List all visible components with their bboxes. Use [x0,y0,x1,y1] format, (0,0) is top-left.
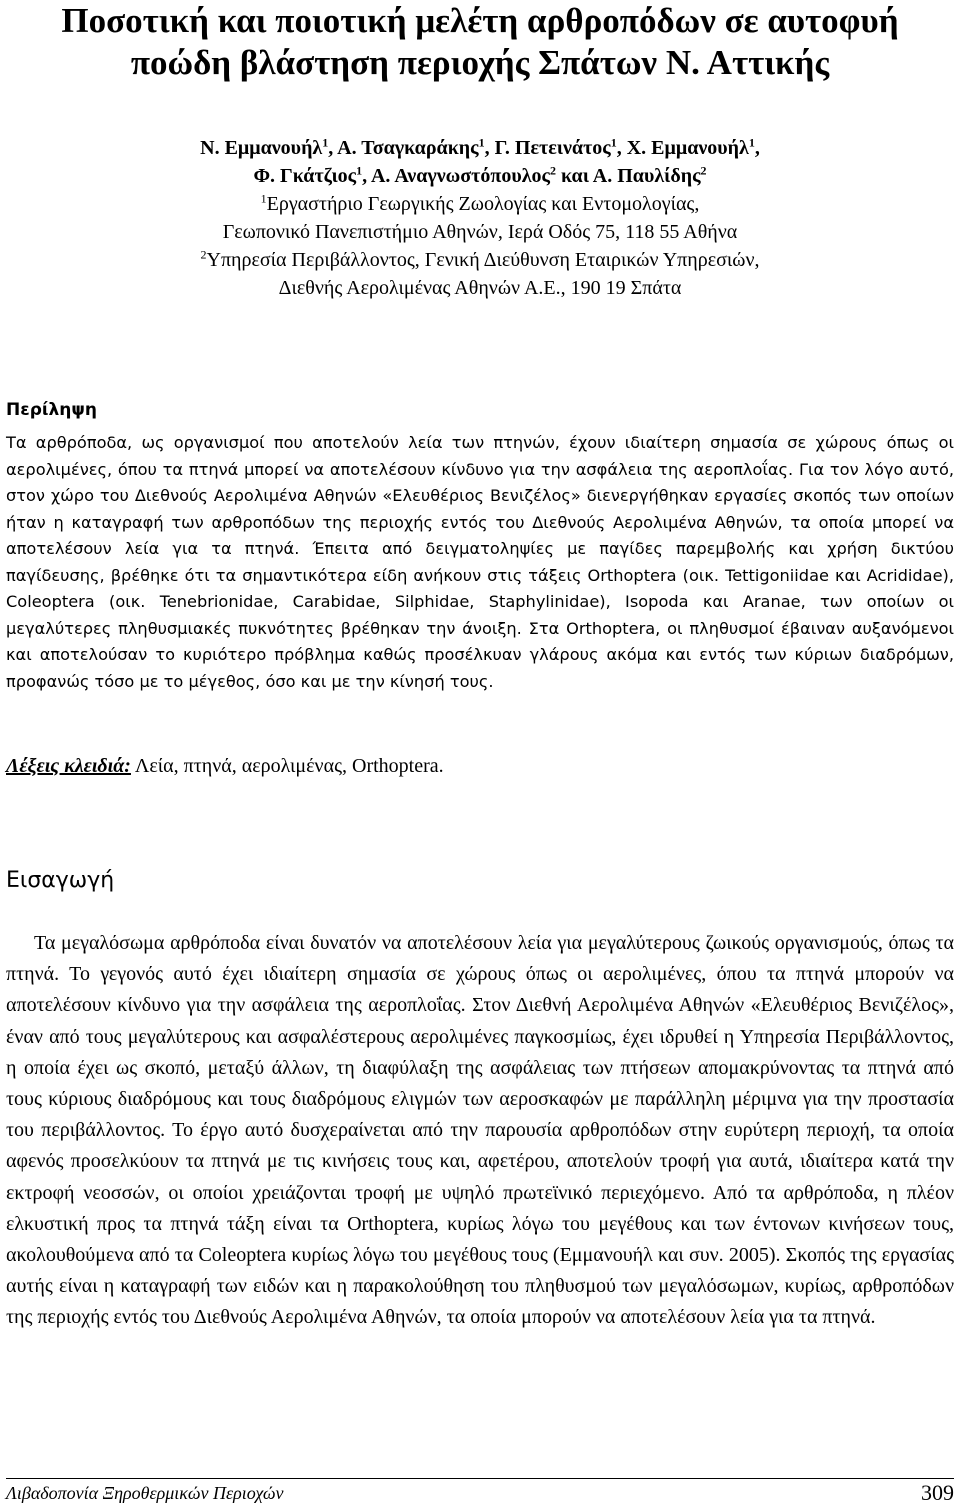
affil-mark: 2 [200,247,207,262]
author-affil-mark: 2 [700,163,707,178]
affiliation-text: Εργαστήριο Γεωργικής Ζωολογίας και Εντομολογίας, [266,193,700,215]
journal-name: Λιβαδοπονία Ξηροθερμικών Περιοχών [6,1483,284,1503]
author-affil-mark: 1 [748,135,755,150]
author-affil-mark: 1 [356,163,363,178]
introduction-heading: Εισαγωγή [6,868,115,893]
author-name: Ν. Εμμανουήλ [200,137,323,159]
author-name: , Α. Τσαγκαράκης [328,137,479,159]
author-affil-mark: 1 [322,135,329,150]
author-line-1 [0,134,960,162]
author-name: , Γ. Πετεινάτος [484,137,611,159]
introduction-body: Τα μεγαλόσωμα αρθρόποδα είναι δυνατόν να αποτελέσουν λεία για μεγαλύτερους ζωικούς οργανισμούς, όπως τα πτηνά. Το γεγονός αυτό έχει ιδιαίτερη σημασία σε χώρους όπως οι αερολιμένες, όπου τα πτηνά μπορούν να αποτελέσουν κίνδυνο για την ασφάλεια της αεροπλοΐας. Στον Διεθνή Αερολιμένα Αθηνών «Ελευθέριος Βενιζέλος», έναν από τους μεγαλύτερους και ασφαλέστερους αερολιμένες παγκοσμίως, έχει ιδρυθεί η Υπηρεσία Περιβάλλοντος, η οποία έχει ως σκοπό, μεταξύ άλλων, τη διαφύλαξη της ασφάλειας των πτήσεων απομακρύνοντας τα πτηνά από τους κύριους διαδρόμους και τους διαδρόμους ελιγμών των αεροσκαφών με παράλληλη μέριμνα για την προστασία του περιβάλλοντος. Το έργο αυτό δυσχεραίνεται από την παρουσία αρθροπόδων στην ευρύτερη περιοχή, τα οποία αφενός προσελκύουν τα πτηνά με τις κινήσεις τους και, αφετέρου, αποτελούν τροφή για αυτά, ιδιαίτερα κατά την εκτροφή νεοσσών, οι οποίοι χρειάζονται τροφή με υψηλό πρωτεϊνικό περιεχόμενο. Από τα αρθρόποδα, η πλέον ελκυστική προς τα πτηνά τάξη είναι τα Orthoptera, κυρίως λόγω του μεγέθους και των έντονων κινήσεων τους, ακολουθούμενα από τα Coleoptera κυρίως λόγω του μεγέθους τους (Εμμανουήλ και συν. 2005). Σκοπός της εργασίας αυτής είναι η καταγραφή των ειδών και η παρακολούθηση του πληθυσμού των μεγαλόσωμων, κυρίως, αρθροπόδων της περιοχής εντός του Διεθνούς Αερολιμένα Αθηνών, τα οποία μπορούν να αποτελέσουν λεία για τα πτηνά. [6,932,954,1329]
author-separator: , [754,137,760,159]
abstract-heading: Περίληψη [6,400,97,420]
author-list [0,134,960,190]
affiliations [0,190,960,302]
author-name: , Χ. Εμμανουήλ [616,137,749,159]
author-affil-mark: 1 [478,135,485,150]
page-number: 309 [921,1480,954,1505]
paper-title [0,0,960,84]
affiliation-1-line-2: Γεωπονικό Πανεπιστήμιο Αθηνών, Ιερά Οδός 75, 118 55 Αθήνα [222,221,738,243]
affiliation-text: Υπηρεσία Περιβάλλοντος, Γενική Διεύθυνση Εταιρικών Υπηρεσιών, [206,249,760,271]
author-name: Φ. Γκάτζιος [253,165,357,187]
footer-divider [6,1478,954,1479]
abstract-body: Τα αρθρόποδα, ως οργανισμοί που αποτελούν λεία των πτηνών, έχουν ιδιαίτερη σημασία σε χώρους όπως οι αερολιμένες, όπου τα πτηνά μπορεί να αποτελέσουν κίνδυνο για την ασφάλεια της αεροπλοΐας. Για τον λόγο αυτό, στον χώρο του Διεθνούς Αερολιμένα Αθηνών «Ελευθέριος Βενιζέλος» διενεργήθηκαν εργασίες σκοπός των οποίων ήταν η καταγραφή των αρθροπόδων της περιοχής εντός του Διεθνούς Αερολιμένα Αθηνών, τα οποία μπορεί να αποτελέσουν λεία για τα πτηνά. Έπειτα από δειγματοληψίες με παγίδες παρεμβολής και χρήση δικτύου παγίδευσης, βρέθηκε ότι τα σημαντικότερα είδη ανήκουν στις τάξεις Orthoptera (οικ. Tettigoniidae και Acrididae), Coleoptera (οικ. Tenebrionidae, Carabidae, Silphidae, Staphylinidae), Isopoda και Aranae, των οποίων οι μεγαλύτερες πληθυσμιακές πυκνότητες βρέθηκαν την άνοιξη. Στα Orthoptera, οι πληθυσμοί έβαιναν αυξανόμενοι και αποτελούσαν το κυριότερο πρόβλημα καθώς προσέλκυαν γλάρους ακόμα και εντός των κύριων διαδρόμων, προφανώς τόσο με το μέγεθος, όσο και με την κίνησή τους. [6,433,954,691]
title-line-2: ποώδη βλάστηση περιοχής Σπάτων Ν. Αττικής [130,43,830,82]
affiliation-2-line-1 [0,246,960,274]
title-line-1: Ποσοτική και ποιοτική μελέτη αρθροπόδων σε αυτοφυή [61,1,899,40]
keywords-label: Λέξεις κλειδιά: [6,755,131,777]
author-name: και Α. Παυλίδης [556,165,701,187]
affiliation-1-line-1 [0,190,960,218]
author-affil-mark: 1 [610,135,617,150]
keywords [6,752,444,780]
author-affil-mark: 2 [550,163,556,178]
affiliation-2-line-2: Διεθνής Αερολιμένας Αθηνών Α.Ε., 190 19 Σπάτα [278,277,682,299]
keywords-text: Λεία, πτηνά, αερολιμένας, Orthoptera. [130,755,444,777]
author-name: , Α. Αναγνωστόπουλος [362,165,550,187]
affil-mark: 1 [260,191,267,206]
author-line-2 [0,162,960,190]
